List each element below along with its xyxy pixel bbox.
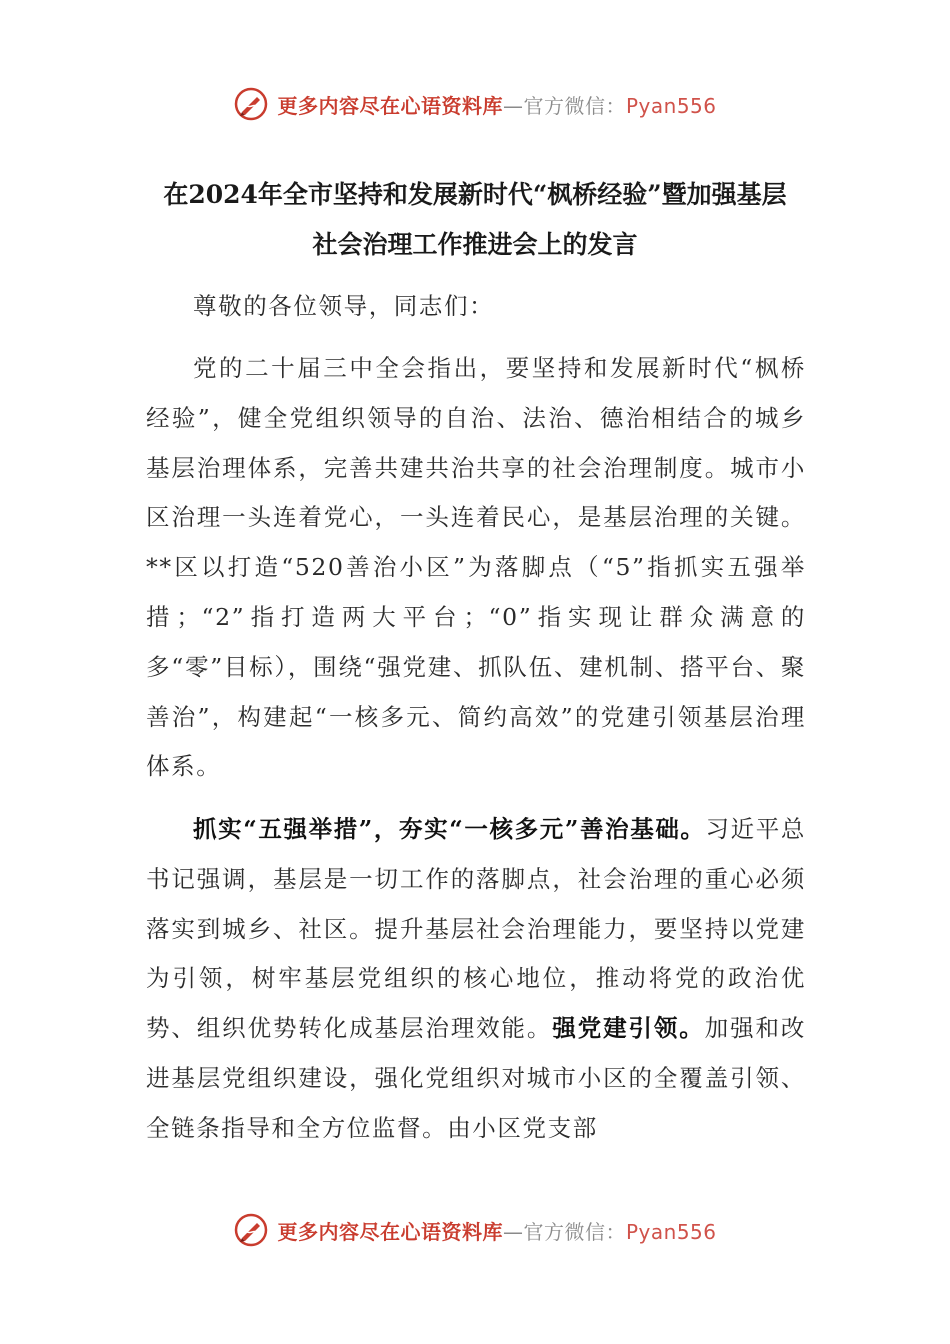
banner-text [277, 1216, 716, 1245]
subsection-heading: 强党建引领。 [552, 1014, 705, 1043]
banner-site-name: 更多内容尽在心语资料库 [277, 93, 503, 118]
banner-wechat-id: Pyan556 [625, 1219, 717, 1244]
salutation: 尊敬的各位领导，同志们： [193, 292, 495, 320]
banner-wechat-label: —官方微信： [502, 93, 626, 118]
title-line-2: 社会治理工作推进会上的发言 [312, 230, 638, 259]
pen-logo-icon [233, 1212, 269, 1248]
section-text-1: 习近平总书记强调，基层是一切工作的落脚点，社会治理的重心必须落实到城乡、社区。提升基层社会治理能力，要坚持以党建为引领，树牢基层党组织的核心地位，推动将党的政治优势、组织优势转化成基层治理效能。 [146, 815, 806, 1043]
footer-banner [0, 1208, 950, 1252]
header-banner [0, 82, 950, 126]
paragraph-intro: 党的二十届三中全会指出，要坚持和发展新时代“枫桥经验”，健全党组织领导的自治、法治、德治相结合的城乡基层治理体系，完善共建共治共享的社会治理制度。城市小区治理一头连着党心，一头连着民心，是基层治理的关键。**区以打造“520善治小区”为落脚点（“5”指抓实五强举措；“2”指打造两大平台；“0”指实现让群众满意的多“零”目标），围绕“强党建、抓队伍、建机制、搭平台、聚善治”，构建起“一核多元、简约高效”的党建引领基层治理体系。 [146, 354, 806, 781]
banner-wechat-id: Pyan556 [625, 93, 717, 118]
paragraph-five-measures [146, 805, 806, 1154]
banner-site-name: 更多内容尽在心语资料库 [277, 1219, 503, 1244]
section-text-2: 加强和改进基层党组织建设，强化党组织对城市小区的全覆盖引领、全链条指导和全方位监督。由小区党支部 [146, 1014, 806, 1142]
pen-logo-icon [233, 86, 269, 122]
title-line-1: 在2024年全市坚持和发展新时代“枫桥经验”暨加强基层 [163, 180, 787, 209]
section-heading: 抓实“五强举措”，夯实“一核多元”善治基础。 [193, 815, 706, 843]
banner-text [277, 90, 716, 119]
banner-wechat-label: —官方微信： [502, 1219, 626, 1244]
